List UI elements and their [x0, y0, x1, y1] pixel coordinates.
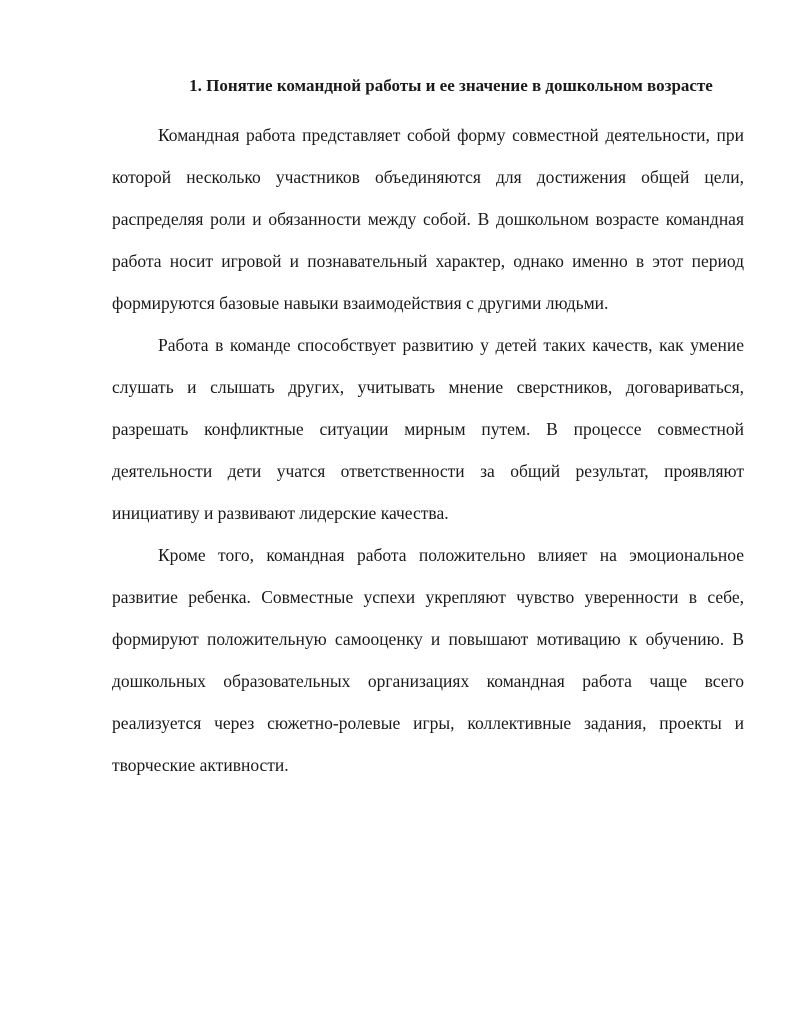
document-body [112, 72, 744, 786]
paragraph-2: Работа в команде способствует развитию у детей таких качеств, как умение слушать и слышать других, учитывать мнение сверстников, договариваться, разрешать конфликтные ситуации мирным путем. В процессе совместной деятельности дети учатся ответственности за общий результат, проявляют инициативу и развивают лидерские качества. [112, 335, 744, 523]
paragraph-1: Командная работа представляет собой форму совместной деятельности, при которой несколько участников объединяются для достижения общей цели, распределяя роли и обязанности между собой. В дошкольном возрасте командная работа носит игровой и познавательный характер, однако именно в этот период формируются базовые навыки взаимодействия с другими людьми. [112, 125, 744, 313]
section-heading: 1. Понятие командной работы и ее значение в дошкольном возрасте [189, 76, 713, 95]
paragraph-3: Кроме того, командная работа положительно влияет на эмоциональное развитие ребенка. Совместные успехи укрепляют чувство уверенности в себе, формируют положительную самооценку и повышают мотивацию к обучению. В дошкольных образовательных организациях командная работа чаще всего реализуется через сюжетно-ролевые игры, коллективные задания, проекты и творческие активности. [112, 545, 744, 775]
